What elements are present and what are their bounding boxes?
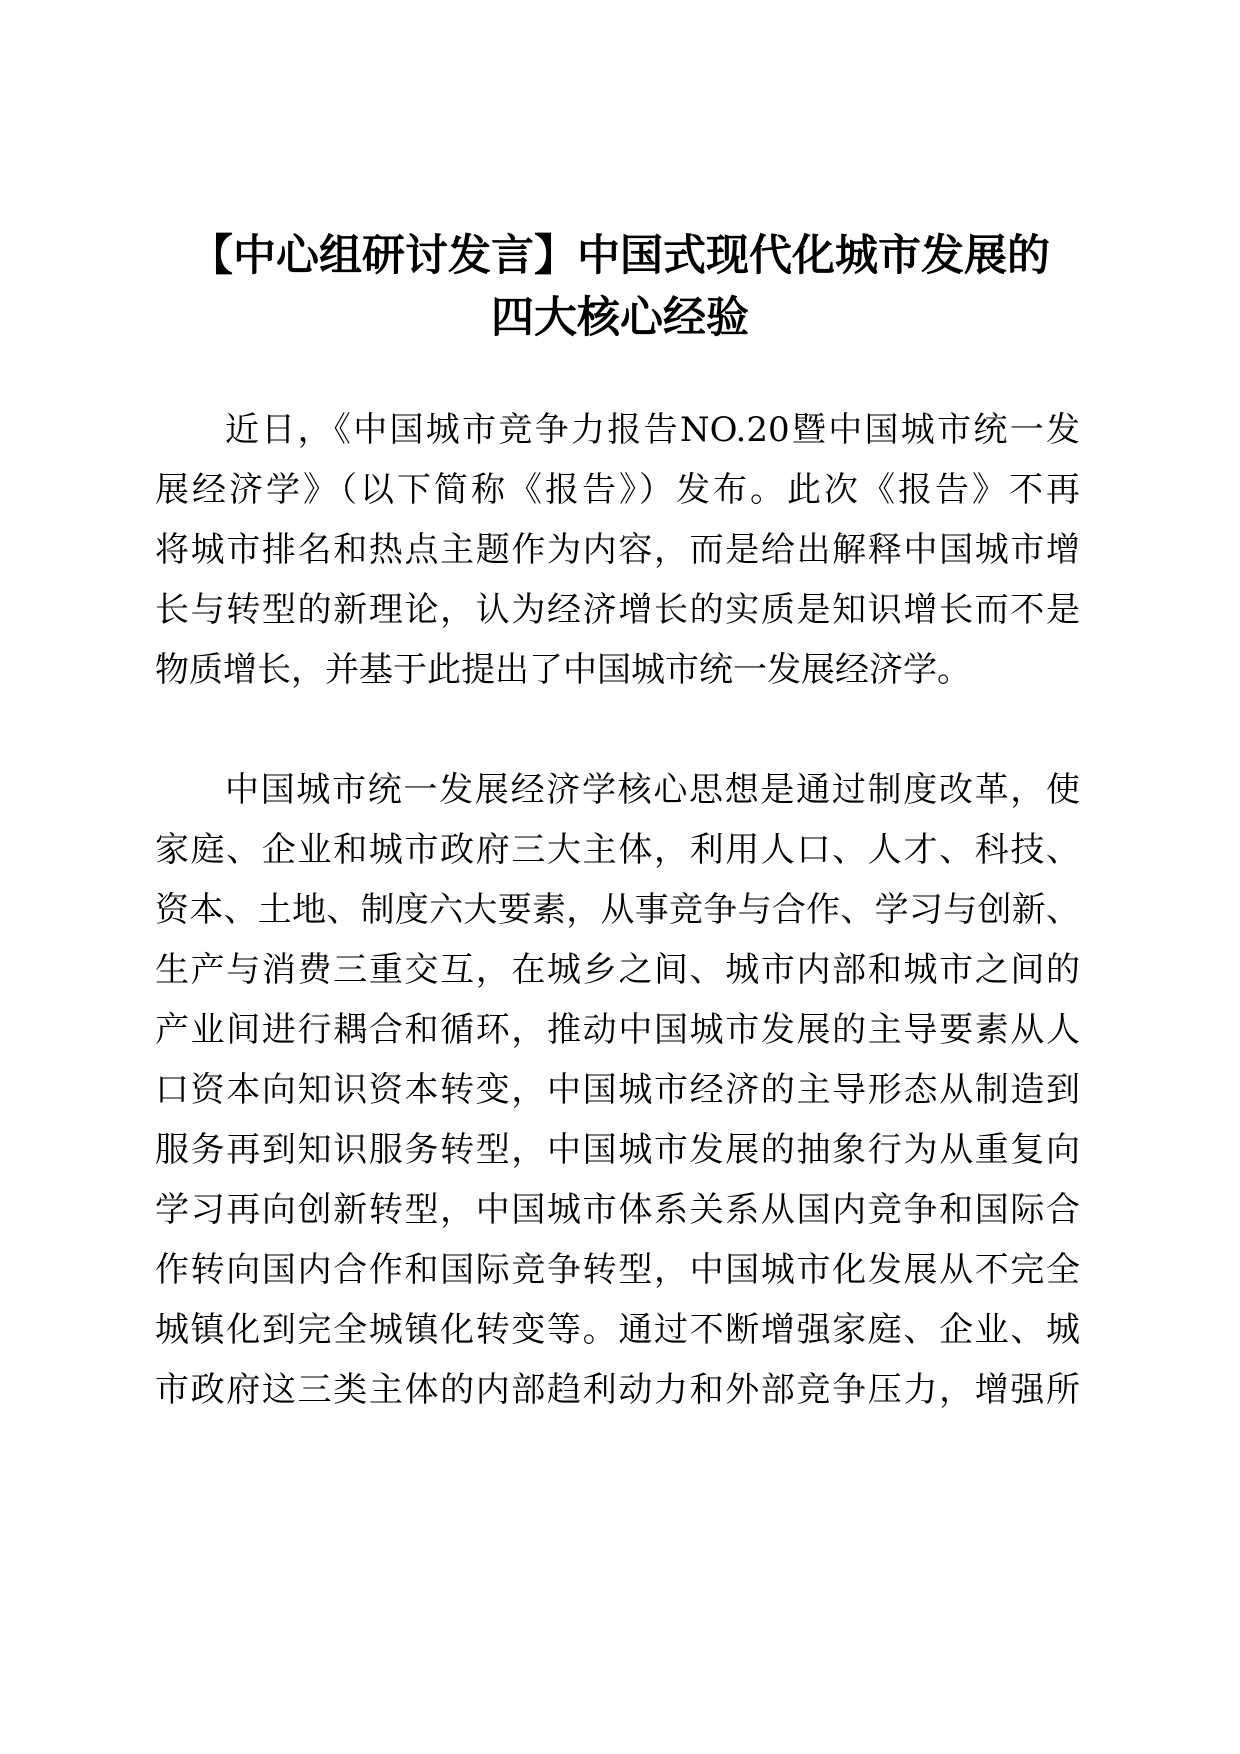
paragraph-2-line: 作转向国内合作和国际竞争转型，中国城市化发展从不完全: [155, 1250, 1080, 1290]
paragraph-2-line: 服务再到知识服务转型，中国城市发展的抽象行为从重复向: [155, 1130, 1080, 1170]
paragraph-1-line: 物质增长，并基于此提出了中国城市统一发展经济学。: [155, 650, 971, 690]
paragraph-2-line: 口资本向知识资本转变，中国城市经济的主导形态从制造到: [155, 1070, 1080, 1110]
paragraph-2-line: 城镇化到完全城镇化转变等。通过不断增强家庭、企业、城: [155, 1310, 1080, 1350]
document-title-line-1: 【中心组研讨发言】中国式现代化城市发展的: [190, 231, 1050, 281]
paragraph-2-line: 家庭、企业和城市政府三大主体，利用人口、人才、科技、: [155, 830, 1080, 870]
paragraph-1-line: 将城市排名和热点主题作为内容，而是给出解释中国城市增: [155, 530, 1080, 570]
document-title-line-2: 四大核心经验: [491, 293, 749, 343]
paragraph-1-line: 展经济学》（以下简称《报告》）发布。此次《报告》不再: [155, 470, 1080, 510]
paragraph-2-line: 产业间进行耦合和循环，推动中国城市发展的主导要素从人: [155, 1010, 1080, 1050]
paragraph-1-line: 近日，《中国城市竞争力报告NO.20暨中国城市统一发: [225, 410, 1080, 450]
paragraph-2-line: 生产与消费三重交互，在城乡之间、城市内部和城市之间的: [155, 950, 1080, 990]
paragraph-2-line: 资本、土地、制度六大要素，从事竞争与合作、学习与创新、: [155, 890, 1080, 930]
paragraph-2-line: 市政府这三类主体的内部趋利动力和外部竞争压力，增强所: [155, 1370, 1080, 1410]
paragraph-2-line: 中国城市统一发展经济学核心思想是通过制度改革，使: [225, 770, 1080, 810]
paragraph-2-line: 学习再向创新转型，中国城市体系关系从国内竞争和国际合: [155, 1190, 1080, 1230]
paragraph-1-line: 长与转型的新理论，认为经济增长的实质是知识增长而不是: [155, 590, 1080, 630]
